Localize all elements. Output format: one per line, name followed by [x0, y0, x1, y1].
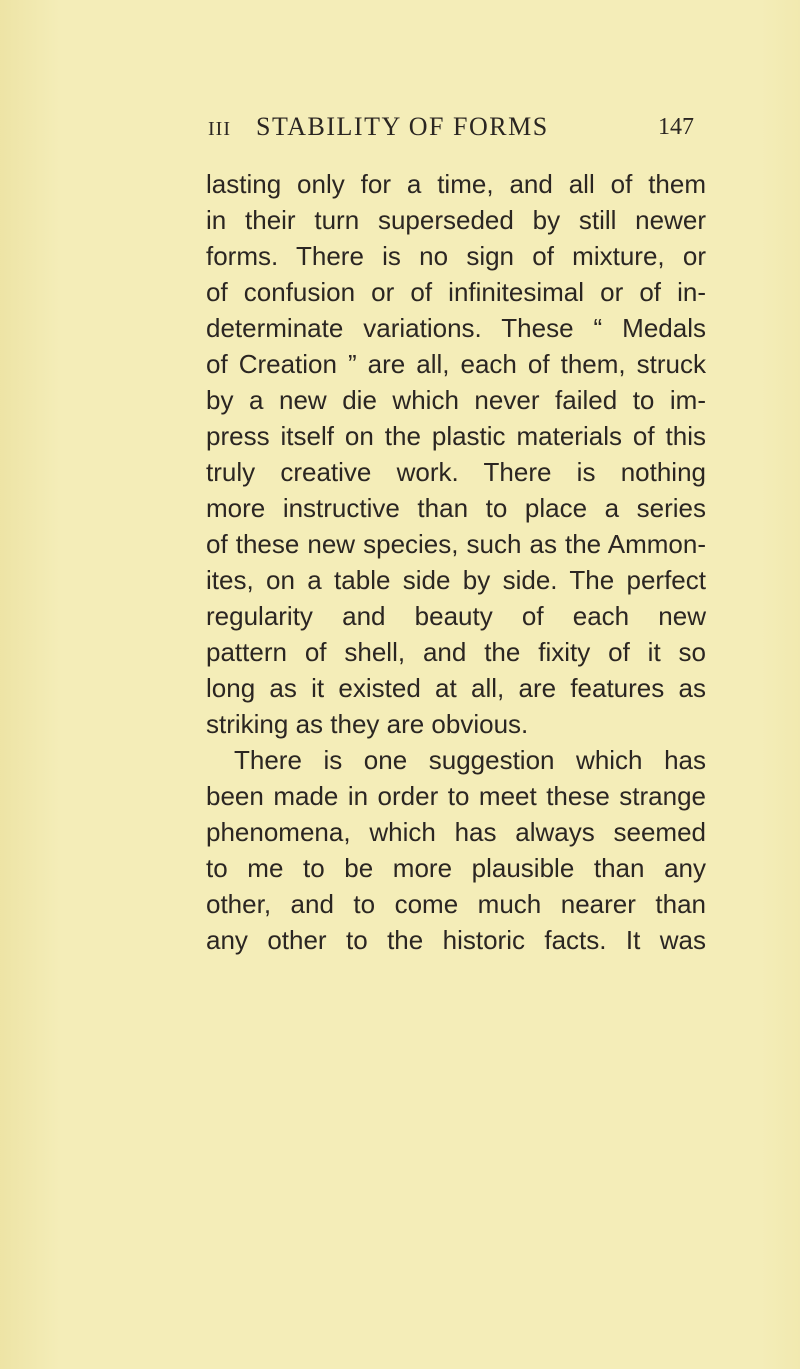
- text-line: to me to be more plausible than any: [206, 853, 706, 883]
- text-line: There is one suggestion which has: [234, 745, 706, 775]
- text-line: ites, on a table side by side. The perfect: [206, 565, 706, 595]
- body-text: [206, 166, 706, 958]
- text-line: long as it existed at all, are features as: [206, 673, 706, 703]
- text-line: more instructive than to place a series: [206, 493, 706, 523]
- text-line: pattern of shell, and the fixity of it so: [206, 637, 706, 667]
- text-line: in their turn superseded by still newer: [206, 205, 706, 235]
- text-line: lasting only for a time, and all of them: [206, 169, 706, 199]
- chapter-number: III: [208, 118, 231, 140]
- page-number: 147: [658, 114, 694, 140]
- paragraph-1: [206, 166, 706, 742]
- text-line: phenomena, which has always seemed: [206, 817, 706, 847]
- text-line: of confusion or of infinitesimal or of in-: [206, 277, 706, 307]
- paragraph-2: [206, 742, 706, 958]
- running-header: [208, 112, 708, 148]
- text-line: of these new species, such as the Ammon-: [206, 529, 706, 559]
- text-line: striking as they are obvious.: [206, 709, 529, 739]
- text-line: by a new die which never failed to im-: [206, 385, 706, 415]
- text-line: truly creative work. There is nothing: [206, 457, 706, 487]
- text-line: been made in order to meet these strange: [206, 781, 706, 811]
- text-line: other, and to come much nearer than: [206, 889, 706, 919]
- text-line: determinate variations. These “ Medals: [206, 313, 706, 343]
- text-line: any other to the historic facts. It was: [206, 925, 706, 955]
- text-line: forms. There is no sign of mixture, or: [206, 241, 706, 271]
- running-title: STABILITY OF FORMS: [256, 112, 549, 141]
- text-line: of Creation ” are all, each of them, struck: [206, 349, 706, 379]
- text-line: press itself on the plastic materials of this: [206, 421, 706, 451]
- text-line: regularity and beauty of each new: [206, 601, 706, 631]
